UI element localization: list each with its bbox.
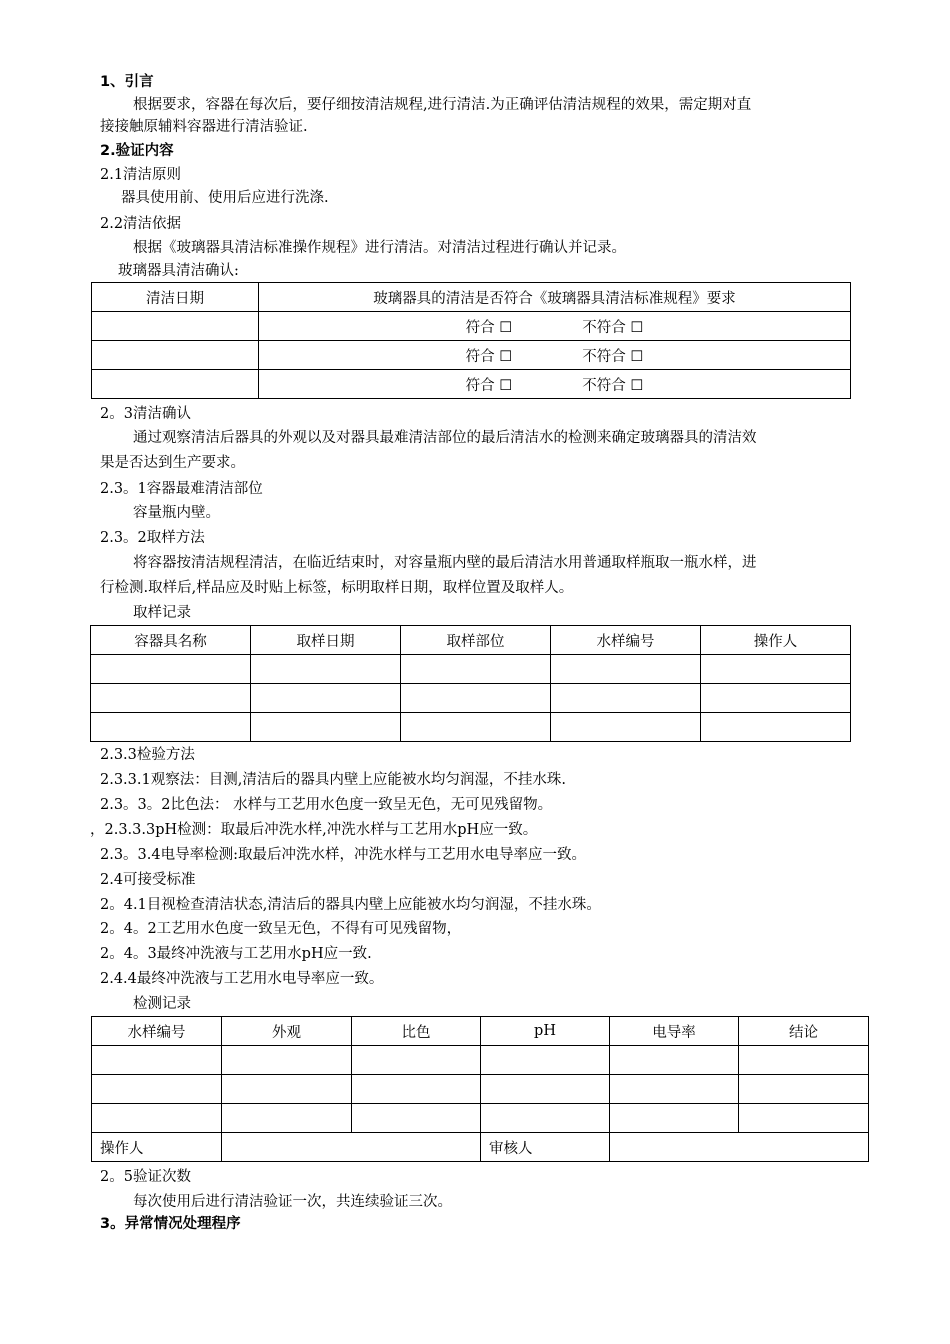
- table-cell[interactable]: [739, 1104, 869, 1133]
- table-cell[interactable]: [739, 1046, 869, 1075]
- table-row: [92, 370, 851, 399]
- section-2-3-2-paragraph-line-2: 行检测.取样后,样品应及时贴上标签，标明取样日期，取样位置及取样人。: [100, 580, 574, 596]
- table-row: [92, 312, 851, 341]
- table-row: [91, 655, 851, 684]
- section-2-4-title: 2.4可接受标准: [100, 872, 196, 888]
- section-1-heading: 1、引言: [100, 74, 154, 90]
- compliance-cell: [259, 312, 851, 341]
- table-cell[interactable]: [352, 1104, 481, 1133]
- section-2-3-2-title: 2.3。2取样方法: [100, 530, 205, 546]
- table-header-cell: 结论: [739, 1017, 869, 1046]
- table-cell[interactable]: [401, 684, 551, 713]
- table-cell[interactable]: [481, 1104, 610, 1133]
- table-cell[interactable]: [401, 655, 551, 684]
- section-2-3-3-title: 2.3.3检验方法: [100, 747, 195, 763]
- table-cell[interactable]: [251, 684, 401, 713]
- table-cell[interactable]: [352, 1046, 481, 1075]
- table-cell[interactable]: [91, 655, 251, 684]
- operator-label: 操作人: [92, 1133, 222, 1162]
- section-2-3-3-2-text: 2.3。3。2比色法： 水样与工艺用水色度一致呈无色，无可见残留物。: [100, 797, 553, 813]
- section-2-3-3-1-text: 2.3.3.1观察法：目测,清洁后的器具内壁上应能被水均匀润湿，不挂水珠.: [100, 772, 566, 788]
- table-row: [92, 341, 851, 370]
- table-cell[interactable]: [92, 1046, 222, 1075]
- section-2-4-4-text: 2.4.4最终冲洗液与工艺用水电导率应一致。: [100, 971, 384, 987]
- section-1-paragraph-line-1: 根据要求，容器在每次后，要仔细按清洁规程,进行清洁.为正确评估清洁规程的效果，需定期对直: [133, 97, 752, 113]
- section-2-2-title: 2.2清洁依据: [100, 216, 182, 232]
- cleaning-confirm-label: 玻璃器具清洁确认:: [118, 263, 239, 279]
- table-cell[interactable]: [92, 1104, 222, 1133]
- table-header-cell: pH: [481, 1017, 610, 1046]
- cleaning-date-cell[interactable]: [92, 370, 259, 399]
- section-2-5-title: 2。5验证次数: [100, 1169, 191, 1185]
- section-2-3-paragraph-line-2: 果是否达到生产要求。: [100, 455, 245, 471]
- table-cell[interactable]: [701, 713, 851, 742]
- section-3-heading: 3。异常情况处理程序: [100, 1216, 241, 1232]
- section-2-3-3-4-text: 2.3。3.4电导率检测:取最后冲洗水样，冲洗水样与工艺用水电导率应一致。: [100, 847, 587, 863]
- conform-checkbox[interactable]: 符合 ☐: [465, 319, 513, 336]
- conform-checkbox[interactable]: 符合 ☐: [465, 348, 513, 365]
- table-cell[interactable]: [551, 655, 701, 684]
- section-2-4-1-text: 2。4.1目视检查清洁状态,清洁后的器具内壁上应能被水均匀润湿，不挂水珠。: [100, 897, 601, 913]
- cleaning-date-cell[interactable]: [92, 312, 259, 341]
- compliance-cell: [259, 370, 851, 399]
- table-header-cell: 容器具名称: [91, 626, 251, 655]
- table-header-cell: 清洁日期: [92, 283, 259, 312]
- nonconform-checkbox[interactable]: 不符合 ☐: [582, 319, 644, 336]
- reviewer-label: 审核人: [481, 1133, 610, 1162]
- table-row: [92, 1046, 869, 1075]
- table-cell[interactable]: [701, 684, 851, 713]
- test-record-table: [91, 1016, 869, 1162]
- table-header-cell: 水样编号: [92, 1017, 222, 1046]
- table-header-cell: 水样编号: [551, 626, 701, 655]
- section-2-5-text: 每次使用后进行清洁验证一次，共连续验证三次。: [133, 1194, 452, 1210]
- table-row: [91, 684, 851, 713]
- section-2-3-3-3-text: ，2.3.3.3pH检测：取最后冲洗水样,冲洗水样与工艺用水pH应一致。: [90, 822, 538, 838]
- section-2-3-title: 2。3清洁确认: [100, 406, 191, 422]
- conform-checkbox[interactable]: 符合 ☐: [465, 377, 513, 394]
- section-2-2-text: 根据《玻璃器具清洁标准操作规程》进行清洁。对清洁过程进行确认并记录。: [133, 240, 626, 256]
- table-cell[interactable]: [610, 1075, 739, 1104]
- nonconform-checkbox[interactable]: 不符合 ☐: [582, 377, 644, 394]
- table-row: [92, 1075, 869, 1104]
- nonconform-checkbox[interactable]: 不符合 ☐: [582, 348, 644, 365]
- table-header-cell: 玻璃器具的清洁是否符合《玻璃器具清洁标准规程》要求: [259, 283, 851, 312]
- section-2-4-2-text: 2。4。2工艺用水色度一致呈无色，不得有可见残留物，: [100, 921, 462, 937]
- section-2-1-title: 2.1清洁原则: [100, 167, 182, 183]
- table-cell[interactable]: [401, 713, 551, 742]
- table-cell[interactable]: [610, 1104, 739, 1133]
- section-2-3-1-title: 2.3。1容器最难清洁部位: [100, 481, 263, 497]
- table-cell[interactable]: [481, 1075, 610, 1104]
- table-cell[interactable]: [92, 1075, 222, 1104]
- sampling-record-label: 取样记录: [133, 605, 191, 621]
- table-header-row: [92, 1017, 869, 1046]
- cleaning-confirm-table: [91, 282, 851, 399]
- sampling-record-table: [90, 625, 851, 742]
- table-header-row: [91, 626, 851, 655]
- cleaning-date-cell[interactable]: [92, 341, 259, 370]
- table-cell[interactable]: [739, 1075, 869, 1104]
- table-cell[interactable]: [91, 713, 251, 742]
- table-header-cell: 比色: [352, 1017, 481, 1046]
- table-header-cell: 取样日期: [251, 626, 401, 655]
- test-record-label: 检测记录: [133, 996, 191, 1012]
- table-cell[interactable]: [352, 1075, 481, 1104]
- table-cell[interactable]: [222, 1104, 352, 1133]
- table-header-cell: 取样部位: [401, 626, 551, 655]
- operator-field[interactable]: [222, 1133, 481, 1162]
- table-row: [92, 1104, 869, 1133]
- table-header-cell: 操作人: [701, 626, 851, 655]
- signature-row: [92, 1133, 869, 1162]
- compliance-cell: [259, 341, 851, 370]
- section-1-paragraph-line-2: 接接触原辅料容器进行清洁验证.: [100, 119, 308, 135]
- table-cell[interactable]: [701, 655, 851, 684]
- table-cell[interactable]: [222, 1075, 352, 1104]
- section-2-1-text: 器具使用前、使用后应进行洗涤.: [121, 190, 329, 206]
- table-header-row: [92, 283, 851, 312]
- table-cell[interactable]: [551, 713, 701, 742]
- table-header-cell: 电导率: [610, 1017, 739, 1046]
- table-header-cell: 外观: [222, 1017, 352, 1046]
- table-cell[interactable]: [251, 655, 401, 684]
- table-row: [91, 713, 851, 742]
- table-cell[interactable]: [551, 684, 701, 713]
- table-cell[interactable]: [222, 1046, 352, 1075]
- table-cell[interactable]: [610, 1046, 739, 1075]
- section-2-3-1-text: 容量瓶内壁。: [133, 505, 220, 521]
- reviewer-field[interactable]: [610, 1133, 869, 1162]
- section-2-heading: 2.验证内容: [100, 143, 174, 159]
- table-cell[interactable]: [91, 684, 251, 713]
- table-cell[interactable]: [481, 1046, 610, 1075]
- section-2-3-paragraph-line-1: 通过观察清洁后器具的外观以及对器具最难清洁部位的最后清洁水的检测来确定玻璃器具的清洁效: [133, 430, 757, 446]
- table-cell[interactable]: [251, 713, 401, 742]
- section-2-3-2-paragraph-line-1: 将容器按清洁规程清洁，在临近结束时，对容量瓶内壁的最后清洁水用普通取样瓶取一瓶水样，进: [133, 555, 757, 571]
- section-2-4-3-text: 2。4。3最终冲洗液与工艺用水pH应一致.: [100, 946, 372, 962]
